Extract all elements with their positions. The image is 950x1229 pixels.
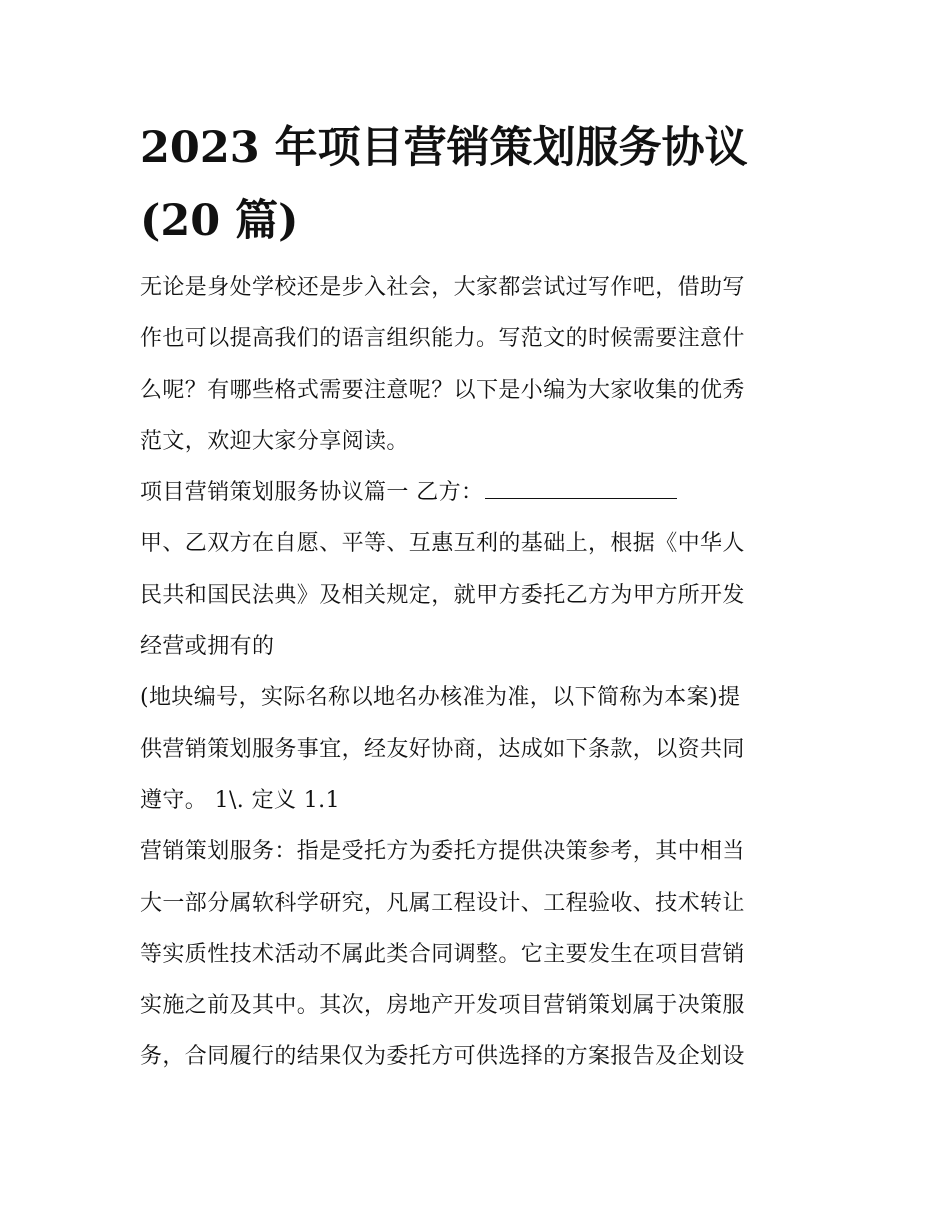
body-line-text: 项目营销策划服务协议篇一 乙方：	[140, 480, 484, 506]
body-line: 等实质性技术活动不属此类合同调整。它主要发生在项目营销	[140, 941, 745, 967]
body-line: 大一部分属软科学研究，凡属工程设计、工程验收、技术转让	[140, 890, 745, 916]
title-line: 2023 年项目营销策划服务协议	[140, 123, 748, 173]
document-body	[140, 262, 820, 1083]
body-line: 甲、乙双方在自愿、平等、互惠互利的基础上，根据《中华人	[140, 531, 745, 557]
body-line: 务，合同履行的结果仅为委托方可供选择的方案报告及企划设	[140, 1044, 745, 1070]
document-title	[140, 112, 820, 258]
body-line: 么呢？有哪些格式需要注意呢？以下是小编为大家收集的优秀	[140, 377, 745, 403]
body-line: 经营或拥有的	[140, 634, 275, 660]
title-line: (20 篇)	[140, 196, 299, 246]
body-line: 无论是身处学校还是步入社会，大家都尝试过写作吧，借助写	[140, 275, 745, 300]
body-line: 遵守。 1\. 定义 1.1	[140, 787, 340, 813]
body-line: 作也可以提高我们的语言组织能力。写范文的时候需要注意什	[140, 326, 745, 352]
body-line: 供营销策划服务事宜，经友好协商，达成如下条款，以资共同	[140, 736, 745, 762]
fill-in-blank-line	[485, 482, 677, 499]
body-line: 实施之前及其中。其次，房地产开发项目营销策划属于决策服	[140, 993, 745, 1019]
body-line: 民共和国民法典》及相关规定，就甲方委托乙方为甲方所开发	[140, 582, 745, 608]
body-line-with-blank	[140, 467, 820, 518]
body-line: 营销策划服务：指是受托方为委托方提供决策参考，其中相当	[140, 839, 745, 865]
body-line: (地块编号，实际名称以地名办核准为准，以下简称为本案)提	[140, 685, 741, 711]
body-line: 范文，欢迎大家分享阅读。	[140, 428, 409, 454]
